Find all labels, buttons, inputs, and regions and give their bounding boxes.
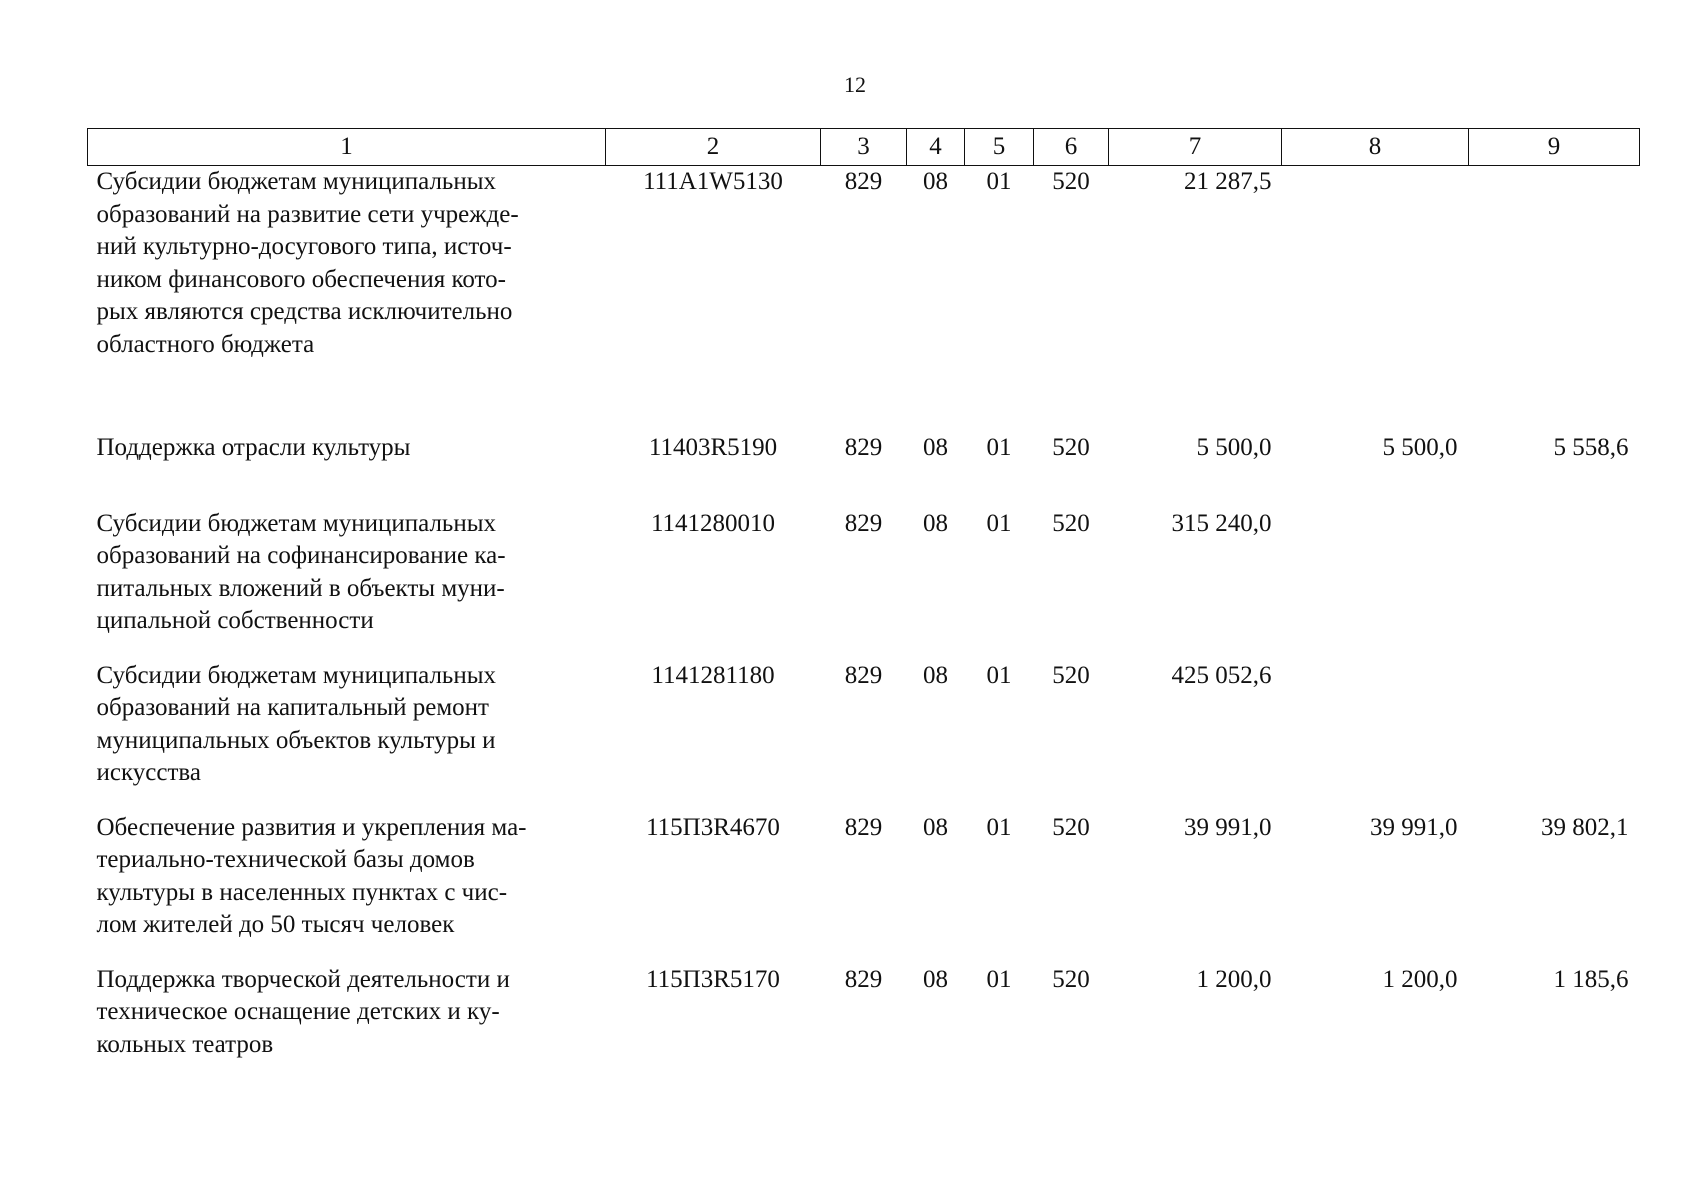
header-col-7: 7 bbox=[1109, 129, 1282, 166]
description-line: техническое оснащение детских и ку- bbox=[96, 998, 500, 1025]
col-5-value: 01 bbox=[986, 168, 1012, 195]
col-7-amount: 315 240,0 bbox=[1171, 509, 1272, 537]
col-3-value: 829 bbox=[844, 965, 883, 993]
description-line: Субсидии бюджетам муниципальных bbox=[96, 661, 497, 689]
description-line: Субсидии бюджетам муниципальных bbox=[96, 509, 497, 537]
col-6-value: 520 bbox=[1052, 168, 1090, 195]
description-line: образований на софинансирование ка- bbox=[96, 542, 506, 569]
col-4-value: 08 bbox=[923, 433, 948, 461]
col-9-amount: 1 185,6 bbox=[1553, 965, 1629, 993]
table-row bbox=[88, 660, 1640, 812]
col-5-value: 01 bbox=[986, 509, 1012, 537]
description-line: образований на капитальный ремонт bbox=[96, 694, 489, 721]
col-3-value: 829 bbox=[844, 433, 883, 461]
col-9-amount bbox=[1469, 166, 1640, 432]
col-5-value: 01 bbox=[986, 813, 1012, 841]
col-5-value: 01 bbox=[986, 965, 1012, 993]
row-description bbox=[88, 166, 606, 432]
col-7-amount: 5 500,0 bbox=[1196, 433, 1272, 461]
description-line: Поддержка отрасли культуры bbox=[96, 433, 411, 461]
col-6-value: 520 bbox=[1052, 661, 1090, 689]
col-4-value: 08 bbox=[923, 965, 948, 993]
col-7-amount: 21 287,5 bbox=[1184, 168, 1272, 195]
col-6-value: 520 bbox=[1052, 509, 1090, 537]
description-line: культуры в населенных пунктах с чис- bbox=[96, 878, 508, 906]
table-row bbox=[88, 508, 1640, 660]
col-6-value: 520 bbox=[1052, 813, 1090, 841]
description-line: лом жителей до 50 тысяч человек bbox=[96, 911, 455, 938]
col-8-amount bbox=[1282, 166, 1469, 432]
description-line: Обеспечение развития и укрепления ма- bbox=[96, 813, 527, 841]
col-8-amount bbox=[1282, 508, 1469, 660]
header-col-6: 6 bbox=[1034, 129, 1109, 166]
budget-code: 111A1W5130 bbox=[643, 168, 783, 195]
col-5-value: 01 bbox=[986, 661, 1012, 689]
col-7-amount: 425 052,6 bbox=[1171, 661, 1272, 689]
header-col-1: 1 bbox=[88, 129, 606, 166]
table-row bbox=[88, 964, 1640, 1074]
col-6-value: 520 bbox=[1052, 433, 1090, 461]
col-9-amount: 5 558,6 bbox=[1553, 433, 1629, 461]
description-line: Поддержка творческой деятельности и bbox=[96, 965, 510, 993]
col-6-value: 520 bbox=[1052, 965, 1090, 993]
budget-code: 1141280010 bbox=[650, 509, 776, 537]
budget-code: 11403R5190 bbox=[648, 433, 778, 461]
column-number-header bbox=[88, 129, 1640, 166]
header-col-4: 4 bbox=[907, 129, 965, 166]
budget-table bbox=[87, 128, 1640, 1074]
col-3-value: 829 bbox=[844, 661, 883, 689]
col-9-amount: 39 802,1 bbox=[1541, 813, 1629, 841]
description-line: рых являются средства исключительно bbox=[96, 298, 513, 325]
col-9-amount bbox=[1469, 660, 1640, 812]
budget-code: 1141281180 bbox=[651, 661, 775, 689]
col-8-amount: 39 991,0 bbox=[1370, 813, 1458, 841]
description-line: муниципальных объектов культуры и bbox=[96, 726, 496, 754]
budget-code: 115П3R4670 bbox=[646, 813, 780, 841]
table-row bbox=[88, 812, 1640, 964]
col-4-value: 08 bbox=[923, 168, 948, 195]
row-description bbox=[88, 508, 606, 660]
description-line: ником финансового обеспечения кото- bbox=[96, 265, 506, 293]
description-line: териально-технической базы домов bbox=[96, 846, 475, 873]
col-9-amount bbox=[1469, 508, 1640, 660]
row-description bbox=[88, 964, 606, 1074]
row-description bbox=[88, 812, 606, 964]
row-description bbox=[88, 660, 606, 812]
description-line: ципальной собственности bbox=[96, 607, 374, 634]
header-col-2: 2 bbox=[606, 129, 821, 166]
col-8-amount: 1 200,0 bbox=[1382, 965, 1458, 993]
row-description bbox=[88, 432, 606, 508]
header-col-5: 5 bbox=[965, 129, 1034, 166]
col-4-value: 08 bbox=[923, 661, 948, 689]
table-row bbox=[88, 166, 1640, 432]
description-line: искусства bbox=[96, 759, 201, 786]
col-3-value: 829 bbox=[844, 813, 883, 841]
col-3-value: 829 bbox=[844, 168, 883, 195]
description-line: Субсидии бюджетам муниципальных bbox=[96, 168, 497, 195]
description-line: областного бюджета bbox=[96, 330, 315, 358]
description-line: образований на развитие сети учрежде- bbox=[96, 200, 519, 228]
col-8-amount bbox=[1282, 660, 1469, 812]
page-number: 12 bbox=[844, 72, 866, 97]
table-body bbox=[88, 166, 1640, 1074]
col-7-amount: 39 991,0 bbox=[1184, 813, 1272, 841]
table-row bbox=[88, 432, 1640, 508]
header-col-8: 8 bbox=[1282, 129, 1469, 166]
description-line: питальных вложений в объекты муни- bbox=[96, 574, 505, 602]
col-4-value: 08 bbox=[923, 509, 948, 537]
col-4-value: 08 bbox=[923, 813, 948, 841]
description-line: ний культурно-досугового типа, источ- bbox=[96, 233, 512, 260]
col-7-amount: 1 200,0 bbox=[1196, 965, 1272, 993]
col-5-value: 01 bbox=[986, 433, 1012, 461]
description-line: кольных театров bbox=[96, 1030, 274, 1058]
col-3-value: 829 bbox=[844, 509, 883, 537]
col-8-amount: 5 500,0 bbox=[1382, 433, 1458, 461]
header-col-3: 3 bbox=[821, 129, 907, 166]
header-col-9: 9 bbox=[1469, 129, 1640, 166]
budget-code: 115П3R5170 bbox=[646, 965, 780, 993]
